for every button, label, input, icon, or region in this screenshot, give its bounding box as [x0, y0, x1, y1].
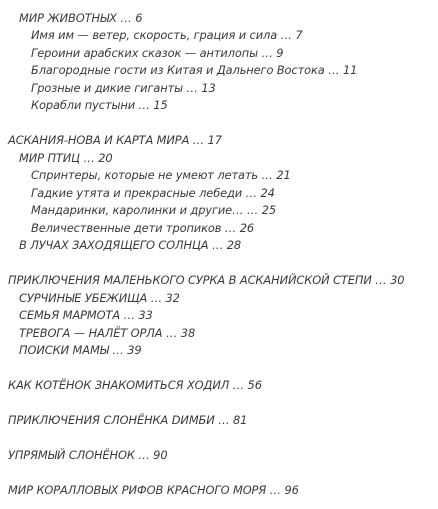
toc-entry: МИР ПТИЦ … 20: [19, 151, 113, 165]
toc-entry: Благородные гости из Китая и Дальнего Востока … 11: [31, 63, 358, 77]
toc-entry: Величественные дети тропиков … 26: [31, 221, 254, 235]
toc-entry: Мандаринки, каролинки и другие… … 25: [31, 203, 276, 217]
toc-entry: Спринтеры, которые не умеют летать … 21: [31, 168, 291, 182]
toc-entry: Имя им — ветер, скорость, грация и сила … 7: [31, 28, 303, 42]
toc-entry: ПРИКЛЮЧЕНИЯ СЛОНЁНКА DИМБИ … 81: [8, 413, 248, 427]
toc-entry: В ЛУЧАХ ЗАХОДЯЩЕГО СОЛНЦА … 28: [19, 238, 242, 252]
toc-entry: СУРЧИНЫЕ УБЕЖИЩА … 32: [19, 291, 180, 305]
toc-entry: УПРЯМЫЙ СЛОНЁНОК … 90: [8, 448, 168, 462]
toc-entry: МИР КОРАЛЛОВЫХ РИФОВ КРАСНОГО МОРЯ … 96: [8, 483, 299, 497]
toc-entry: КАК КОТЁНОК ЗНАКОМИТЬСЯ ХОДИЛ … 56: [8, 378, 262, 392]
toc-entry: ТРЕВОГА — НАЛЁТ ОРЛА … 38: [19, 326, 196, 340]
toc-entry: Героини арабских сказок — антилопы … 9: [31, 46, 284, 60]
toc-entry: Грозные и дикие гиганты … 13: [31, 81, 216, 95]
toc-entry: Гадкие утята и прекрасные лебеди … 24: [31, 186, 275, 200]
toc-entry: СЕМЬЯ МАРМОТА … 33: [19, 308, 153, 322]
toc-entry: ПРИКЛЮЧЕНИЯ МАЛЕНЬКОГО СУРКА В АСКАНИЙСКОЙ СТЕПИ … 30: [8, 273, 405, 287]
toc-entry: МИР ЖИВОТНЫХ … 6: [19, 11, 143, 25]
toc-entry: АСКАНИЯ-НОВА И КАРТА МИРА … 17: [8, 133, 222, 147]
toc-entry: ПОИСКИ МАМЫ … 39: [19, 343, 142, 357]
toc-entry: Корабли пустыни … 15: [31, 98, 168, 112]
